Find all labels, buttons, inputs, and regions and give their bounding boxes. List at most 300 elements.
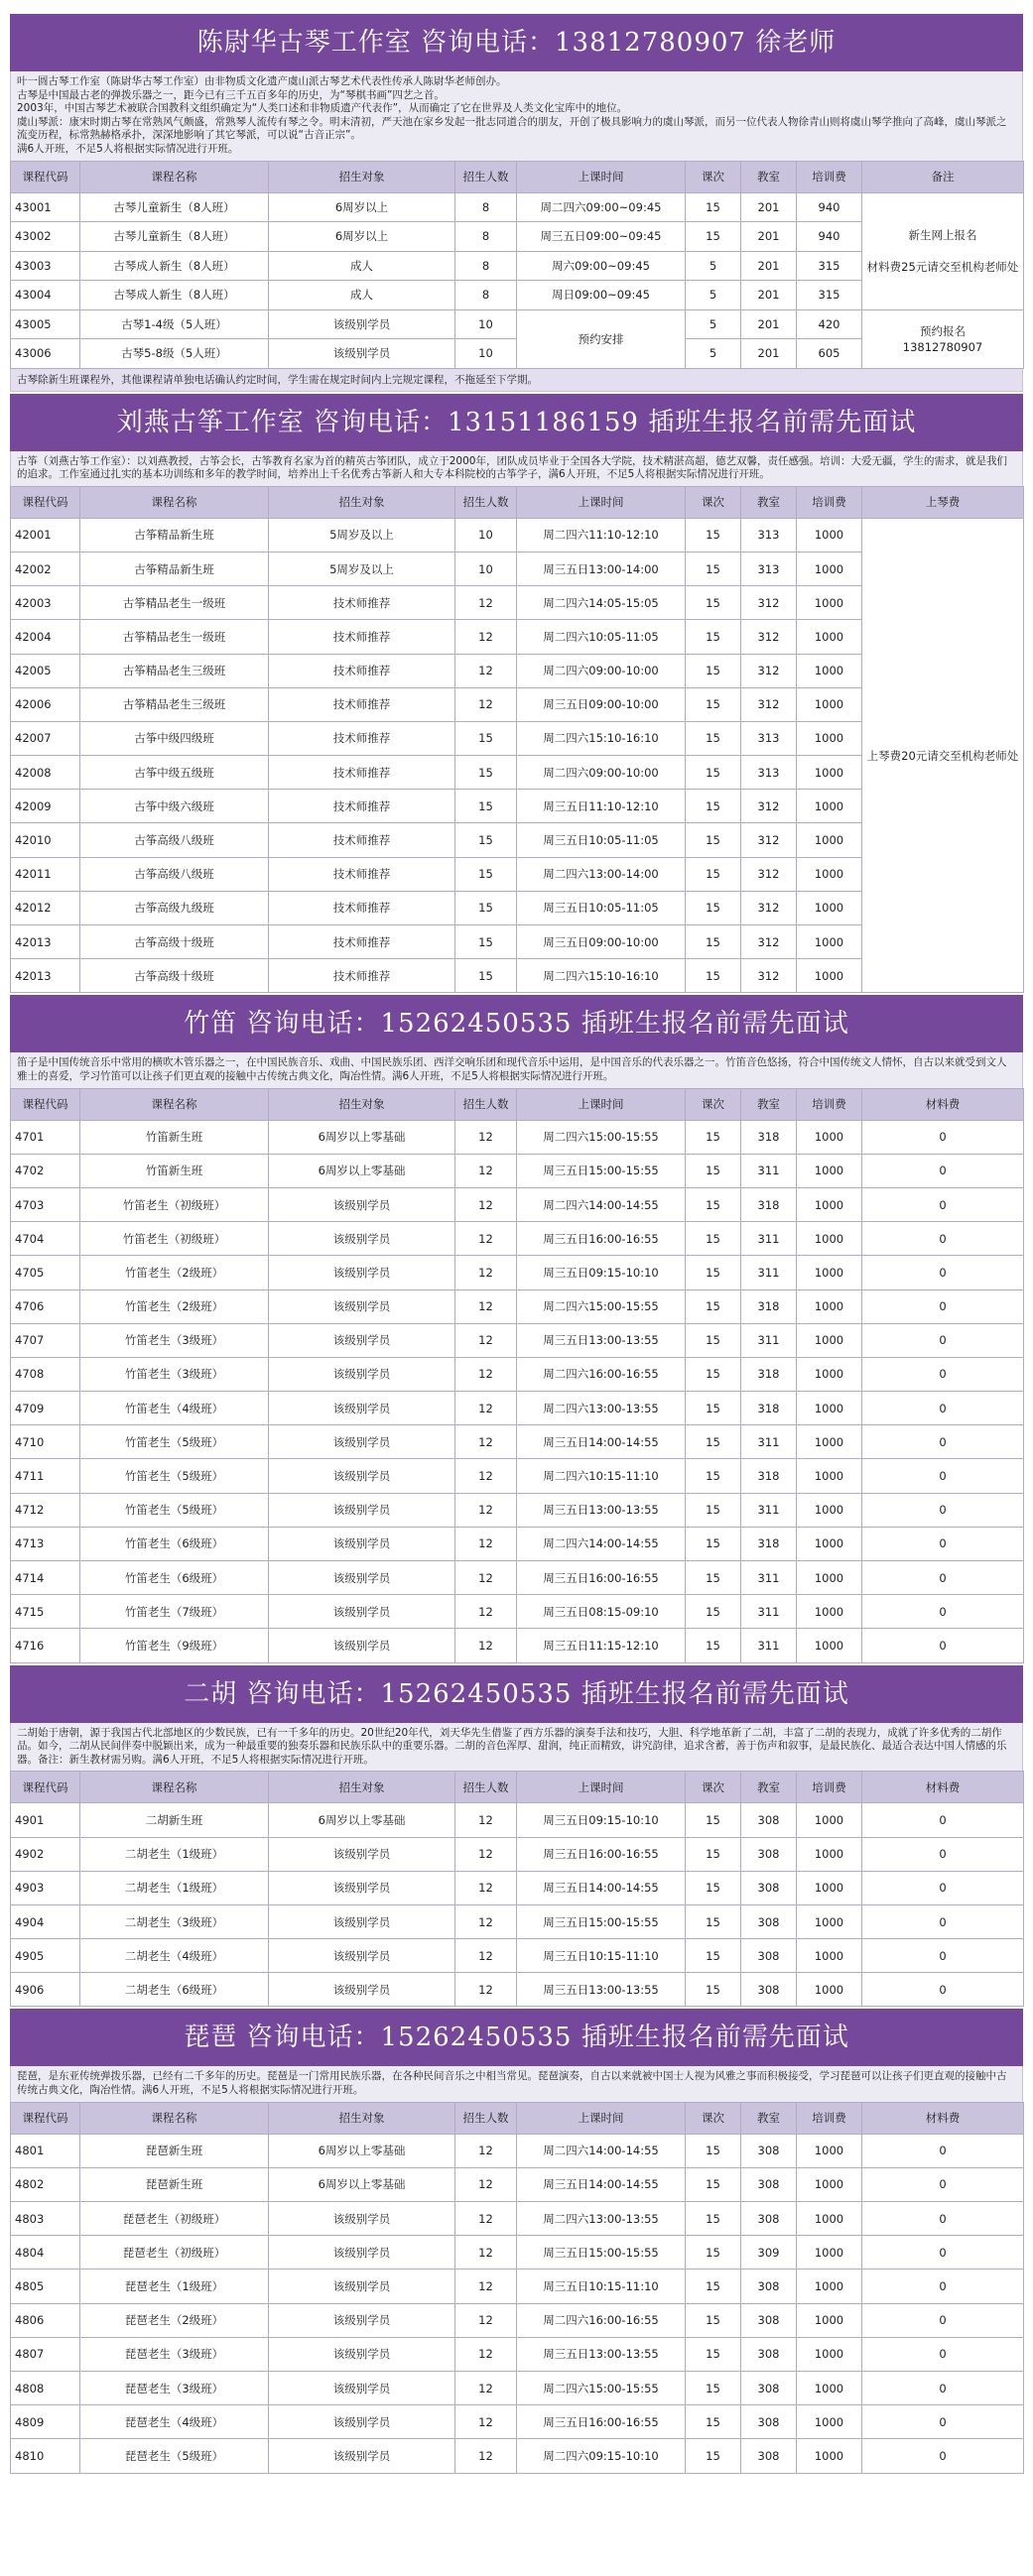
table-row bbox=[11, 1154, 1024, 1187]
cell-fee: 1000 bbox=[797, 1939, 862, 1973]
cell-target: 技术师推荐 bbox=[269, 959, 455, 993]
cell-sessions: 15 bbox=[686, 552, 741, 585]
cell-code: 4901 bbox=[11, 1803, 80, 1837]
cell-code: 4902 bbox=[11, 1837, 80, 1871]
cell-capacity: 12 bbox=[455, 2269, 517, 2303]
cell-material: 0 bbox=[862, 1120, 1024, 1154]
cell-sessions: 15 bbox=[686, 1323, 741, 1357]
column-header: 课程名称 bbox=[80, 486, 269, 518]
cell-target: 成人 bbox=[269, 251, 455, 281]
cell-capacity: 12 bbox=[455, 1837, 517, 1871]
column-header: 课次 bbox=[686, 486, 741, 518]
cell-target: 成人 bbox=[269, 281, 455, 310]
column-header-extra: 备注 bbox=[862, 161, 1024, 192]
cell-capacity: 12 bbox=[455, 1871, 517, 1904]
cell-name: 古筝精品新生班 bbox=[80, 552, 269, 585]
cell-room: 201 bbox=[741, 251, 797, 281]
description-line: 满6人开班，不足5人将根据实际情况进行开班。 bbox=[17, 142, 239, 155]
cell-material: 0 bbox=[862, 1904, 1024, 1938]
cell-time: 周三五日09:15-10:10 bbox=[517, 1256, 686, 1289]
cell-room: 311 bbox=[741, 1561, 797, 1595]
cell-capacity: 12 bbox=[455, 1392, 517, 1425]
cell-sessions: 15 bbox=[686, 1493, 741, 1527]
cell-fee: 1000 bbox=[797, 2134, 862, 2167]
cell-material: 0 bbox=[862, 1256, 1024, 1289]
cell-capacity: 15 bbox=[455, 891, 517, 924]
table-row bbox=[11, 2439, 1024, 2473]
cell-room: 312 bbox=[741, 654, 797, 687]
cell-capacity: 15 bbox=[455, 925, 517, 959]
column-header: 招生人数 bbox=[455, 161, 517, 192]
cell-target: 该级别学员 bbox=[269, 2371, 455, 2404]
cell-code: 4704 bbox=[11, 1222, 80, 1256]
cell-code: 42002 bbox=[11, 552, 80, 585]
cell-code: 4906 bbox=[11, 1973, 80, 2007]
cell-target: 技术师推荐 bbox=[269, 654, 455, 687]
cell-target: 该级别学员 bbox=[269, 1459, 455, 1493]
cell-time: 周二四六13:00-13:55 bbox=[517, 1392, 686, 1425]
cell-capacity: 12 bbox=[455, 1120, 517, 1154]
cell-capacity: 12 bbox=[455, 2134, 517, 2167]
cell-target: 6周岁以上 bbox=[269, 222, 455, 252]
table-row bbox=[11, 1425, 1024, 1459]
table-row bbox=[11, 1187, 1024, 1221]
cell-capacity: 12 bbox=[455, 1187, 517, 1221]
table-row bbox=[11, 2303, 1024, 2337]
table-row bbox=[11, 1803, 1024, 1837]
note-text: 上琴费20元请交至机构老师处 bbox=[866, 748, 1019, 763]
cell-name: 竹笛老生（6级班） bbox=[80, 1527, 269, 1560]
cell-room: 311 bbox=[741, 1323, 797, 1357]
cell-sessions: 15 bbox=[686, 1803, 741, 1837]
cell-time: 周三五日15:00-15:55 bbox=[517, 1904, 686, 1938]
description-line: 古筝（刘燕古筝工作室）：以刘燕教授，古筝会长，古筝教育名家为首的精英古筝团队，成立于2000年，团队成员毕业于全国各大学院，技术精湛高超，德艺双馨，责任感强。培训：大爱无疆，学生的需求，就是我们的追求。工作室通过扎实的基本功训练和多年的教学时间，培养出上千名优秀古筝新人和大专本科院校的古筝学子，满6人开班，不足5人将根据实际情况进行开班。 bbox=[17, 454, 1007, 481]
cell-material: 0 bbox=[862, 1459, 1024, 1493]
cell-name: 二胡老生（1级班） bbox=[80, 1871, 269, 1904]
column-header: 课程名称 bbox=[80, 1088, 269, 1120]
cell-capacity: 10 bbox=[455, 339, 517, 369]
cell-time: 周三五日08:15-09:10 bbox=[517, 1595, 686, 1629]
cell-capacity: 8 bbox=[455, 222, 517, 252]
cell-room: 313 bbox=[741, 518, 797, 552]
cell-name: 琵琶老生（初级班） bbox=[80, 2202, 269, 2236]
column-header: 教室 bbox=[741, 1772, 797, 1803]
cell-name: 古琴5-8级（5人班） bbox=[80, 339, 269, 369]
cell-room: 308 bbox=[741, 2371, 797, 2404]
cell-room: 308 bbox=[741, 1973, 797, 2007]
cell-fee: 1000 bbox=[797, 1120, 862, 1154]
table-row bbox=[11, 2202, 1024, 2236]
cell-name: 琵琶老生（4级班） bbox=[80, 2405, 269, 2439]
cell-fee: 1000 bbox=[797, 1323, 862, 1357]
cell-code: 42007 bbox=[11, 721, 80, 755]
cell-name: 二胡老生（4级班） bbox=[80, 1939, 269, 1973]
cell-name: 竹笛老生（5级班） bbox=[80, 1493, 269, 1527]
cell-room: 313 bbox=[741, 756, 797, 790]
cell-code: 42012 bbox=[11, 891, 80, 924]
cell-room: 311 bbox=[741, 1493, 797, 1527]
cell-fee: 1000 bbox=[797, 959, 862, 993]
cell-target: 该级别学员 bbox=[269, 1595, 455, 1629]
description-line: 二胡始于唐朝，源于我国古代北部地区的少数民族，已有一千多年的历史。20世纪20年代，刘天华先生借鉴了西方乐器的演奏手法和技巧，大胆、科学地革新了二胡，丰富了二胡的表现力，成就了许多优秀的二胡作品。如今，二胡从民间伴奏中脱颖出来，成为一种最重要的独奏乐器和民族乐队中的重要乐器。二胡的音色浑厚、甜润，纯正而精致，讲究韵律，追求含蓄，善于伤声和叙事，是最民族化、最适合表达中国人情感的乐器。备注：新生教材需另购。满6人开班，不足5人将根据实际情况进行开班。 bbox=[17, 1726, 1007, 1766]
cell-material: 0 bbox=[862, 1323, 1024, 1357]
cell-fee: 1000 bbox=[797, 1871, 862, 1904]
cell-sessions: 15 bbox=[686, 1595, 741, 1629]
cell-time: 周六09:00~09:45 bbox=[517, 251, 686, 281]
cell-sessions: 15 bbox=[686, 1871, 741, 1904]
cell-material: 0 bbox=[862, 2371, 1024, 2404]
cell-time: 周三五日16:00-16:55 bbox=[517, 1837, 686, 1871]
cell-time: 周二四六14:00-14:55 bbox=[517, 1527, 686, 1560]
cell-time: 周三五日09:00-10:00 bbox=[517, 687, 686, 721]
cell-target: 该级别学员 bbox=[269, 2202, 455, 2236]
cell-capacity: 12 bbox=[455, 1289, 517, 1323]
cell-sessions: 15 bbox=[686, 1392, 741, 1425]
cell-target: 该级别学员 bbox=[269, 1837, 455, 1871]
cell-capacity: 12 bbox=[455, 1629, 517, 1662]
cell-room: 318 bbox=[741, 1392, 797, 1425]
cell-room: 308 bbox=[741, 1803, 797, 1837]
cell-sessions: 5 bbox=[686, 309, 741, 339]
cell-fee: 1000 bbox=[797, 1392, 862, 1425]
cell-name: 古筝高级十级班 bbox=[80, 959, 269, 993]
column-header: 课次 bbox=[686, 1772, 741, 1803]
cell-capacity: 12 bbox=[455, 1527, 517, 1560]
cell-fee: 315 bbox=[797, 251, 862, 281]
cell-code: 42011 bbox=[11, 857, 80, 891]
cell-fee: 1000 bbox=[797, 1493, 862, 1527]
cell-fee: 1000 bbox=[797, 1561, 862, 1595]
column-header: 招生人数 bbox=[455, 1088, 517, 1120]
cell-room: 308 bbox=[741, 2303, 797, 2337]
cell-name: 竹笛老生（2级班） bbox=[80, 1289, 269, 1323]
cell-sessions: 15 bbox=[686, 1837, 741, 1871]
cell-fee: 1000 bbox=[797, 2303, 862, 2337]
section-description bbox=[10, 451, 1023, 486]
cell-capacity: 12 bbox=[455, 586, 517, 620]
cell-target: 该级别学员 bbox=[269, 1629, 455, 1662]
cell-time: 周二四六09:00-10:00 bbox=[517, 756, 686, 790]
cell-code: 4809 bbox=[11, 2405, 80, 2439]
cell-code: 4706 bbox=[11, 1289, 80, 1323]
cell-name: 竹笛老生（3级班） bbox=[80, 1323, 269, 1357]
header-row bbox=[11, 1772, 1024, 1803]
cell-target: 该级别学员 bbox=[269, 309, 455, 339]
cell-capacity: 12 bbox=[455, 654, 517, 687]
column-header: 课次 bbox=[686, 2102, 741, 2134]
column-header: 招生对象 bbox=[269, 2102, 455, 2134]
cell-capacity: 8 bbox=[455, 281, 517, 310]
table-row bbox=[11, 2134, 1024, 2167]
column-header: 课程代码 bbox=[11, 1772, 80, 1803]
cell-capacity: 12 bbox=[455, 1803, 517, 1837]
cell-capacity: 10 bbox=[455, 309, 517, 339]
cell-room: 313 bbox=[741, 721, 797, 755]
column-header: 培训费 bbox=[797, 1088, 862, 1120]
description-line: 琵琶，是东亚传统弹拨乐器，已经有二千多年的历史。琵琶是一门常用民族乐器，在各种民间音乐之中相当常见。琵琶演奏，自古以来就被中国士人视为风雅之事而积极接受，学习琵琶可以让孩子们更直观的接触中古传统古典文化，陶冶性情。满6人开班，不足5人将根据实际情况进行开班。 bbox=[17, 2070, 1007, 2097]
cell-capacity: 12 bbox=[455, 1256, 517, 1289]
cell-sessions: 15 bbox=[686, 2337, 741, 2371]
table-row bbox=[11, 309, 1024, 339]
cell-code: 4710 bbox=[11, 1425, 80, 1459]
cell-room: 312 bbox=[741, 857, 797, 891]
cell-name: 琵琶老生（初级班） bbox=[80, 2236, 269, 2269]
table-row bbox=[11, 2236, 1024, 2269]
cell-target: 技术师推荐 bbox=[269, 586, 455, 620]
cell-target: 该级别学员 bbox=[269, 1392, 455, 1425]
cell-code: 4808 bbox=[11, 2371, 80, 2404]
cell-target: 该级别学员 bbox=[269, 1493, 455, 1527]
cell-target: 5周岁及以上 bbox=[269, 518, 455, 552]
cell-fee: 1000 bbox=[797, 925, 862, 959]
header-row bbox=[11, 486, 1024, 518]
cell-sessions: 15 bbox=[686, 2202, 741, 2236]
cell-material: 0 bbox=[862, 2303, 1024, 2337]
cell-fee: 1000 bbox=[797, 2167, 862, 2201]
cell-name: 琵琶老生（1级班） bbox=[80, 2269, 269, 2303]
cell-fee: 1000 bbox=[797, 823, 862, 857]
cell-fee: 315 bbox=[797, 281, 862, 310]
table-row bbox=[11, 518, 1024, 552]
cell-time: 周三五日16:00-16:55 bbox=[517, 1222, 686, 1256]
cell-code: 42004 bbox=[11, 620, 80, 654]
cell-room: 308 bbox=[741, 2167, 797, 2201]
cell-target: 该级别学员 bbox=[269, 339, 455, 369]
cell-sessions: 15 bbox=[686, 586, 741, 620]
cell-material: 0 bbox=[862, 1561, 1024, 1595]
cell-capacity: 15 bbox=[455, 756, 517, 790]
cell-room: 308 bbox=[741, 2405, 797, 2439]
cell-room: 311 bbox=[741, 1154, 797, 1187]
cell-time: 周三五日13:00-13:55 bbox=[517, 1323, 686, 1357]
cell-material: 0 bbox=[862, 1289, 1024, 1323]
cell-material: 0 bbox=[862, 2134, 1024, 2167]
cell-code: 42010 bbox=[11, 823, 80, 857]
cell-room: 311 bbox=[741, 1629, 797, 1662]
cell-sessions: 15 bbox=[686, 2269, 741, 2303]
section-dizi bbox=[10, 995, 1023, 1662]
cell-fee: 1000 bbox=[797, 620, 862, 654]
cell-code: 4705 bbox=[11, 1256, 80, 1289]
column-header: 课程名称 bbox=[80, 1772, 269, 1803]
cell-material: 0 bbox=[862, 1425, 1024, 1459]
cell-time: 周二四六15:00-15:55 bbox=[517, 2371, 686, 2404]
cell-time: 周二四六13:00-14:00 bbox=[517, 857, 686, 891]
cell-room: 318 bbox=[741, 1357, 797, 1391]
cell-target: 该级别学员 bbox=[269, 1939, 455, 1973]
column-header: 上课时间 bbox=[517, 161, 686, 192]
description-line: 古琴是中国最古老的弹拨乐器之一，距今已有三千五百多年的历史，为“琴棋书画”四艺之首。 bbox=[17, 88, 445, 101]
cell-capacity: 12 bbox=[455, 2337, 517, 2371]
cell-time: 周三五日16:00-16:55 bbox=[517, 2405, 686, 2439]
cell-time: 周二四六14:00-14:55 bbox=[517, 1187, 686, 1221]
cell-sessions: 15 bbox=[686, 1120, 741, 1154]
cell-material: 0 bbox=[862, 1222, 1024, 1256]
cell-capacity: 15 bbox=[455, 823, 517, 857]
cell-room: 312 bbox=[741, 823, 797, 857]
description-line: 笛子是中国传统音乐中常用的横吹木管乐器之一，在中国民族音乐、戏曲、中国民族乐团、西洋交响乐团和现代音乐中运用，是中国音乐的代表乐器之一。竹笛音色悠扬，符合中国传统文人情怀，自古以来就受到文人雅士的喜爱，学习竹笛可以让孩子们更直观的接触中古传统古典文化，陶冶性情。满6人开班，不足5人将根据实际情况进行开班。 bbox=[17, 1056, 1007, 1082]
cell-code: 4905 bbox=[11, 1939, 80, 1973]
cell-name: 二胡老生（6级班） bbox=[80, 1973, 269, 2007]
section-pipa bbox=[10, 2009, 1023, 2473]
cell-fee: 1000 bbox=[797, 1289, 862, 1323]
cell-room: 318 bbox=[741, 1289, 797, 1323]
table-row bbox=[11, 1939, 1024, 1973]
cell-room: 201 bbox=[741, 309, 797, 339]
column-header: 教室 bbox=[741, 2102, 797, 2134]
cell-code: 4716 bbox=[11, 1629, 80, 1662]
table-row bbox=[11, 1904, 1024, 1938]
cell-material: 0 bbox=[862, 1154, 1024, 1187]
cell-room: 308 bbox=[741, 2134, 797, 2167]
cell-name: 二胡新生班 bbox=[80, 1803, 269, 1837]
table-row bbox=[11, 1323, 1024, 1357]
cell-target: 该级别学员 bbox=[269, 2439, 455, 2473]
table-row bbox=[11, 1595, 1024, 1629]
cell-material: 0 bbox=[862, 1803, 1024, 1837]
cell-sessions: 15 bbox=[686, 620, 741, 654]
column-header: 教室 bbox=[741, 486, 797, 518]
cell-name: 竹笛老生（5级班） bbox=[80, 1425, 269, 1459]
cell-room: 308 bbox=[741, 2202, 797, 2236]
cell-room: 311 bbox=[741, 1595, 797, 1629]
cell-room: 312 bbox=[741, 925, 797, 959]
cell-room: 308 bbox=[741, 1871, 797, 1904]
cell-time: 周二四六10:05-11:05 bbox=[517, 620, 686, 654]
cell-fee: 1000 bbox=[797, 1357, 862, 1391]
column-header: 课程代码 bbox=[11, 1088, 80, 1120]
course-table bbox=[10, 486, 1024, 994]
cell-name: 竹笛老生（初级班） bbox=[80, 1187, 269, 1221]
cell-room: 318 bbox=[741, 1527, 797, 1560]
table-row bbox=[11, 2337, 1024, 2371]
cell-sessions: 15 bbox=[686, 1289, 741, 1323]
cell-capacity: 12 bbox=[455, 1459, 517, 1493]
cell-code: 42009 bbox=[11, 790, 80, 823]
cell-target: 技术师推荐 bbox=[269, 925, 455, 959]
column-header-extra: 材料费 bbox=[862, 1772, 1024, 1803]
cell-fee: 1000 bbox=[797, 756, 862, 790]
table-row bbox=[11, 1392, 1024, 1425]
cell-fee: 1000 bbox=[797, 2269, 862, 2303]
cell-capacity: 12 bbox=[455, 2371, 517, 2404]
section-description bbox=[10, 2066, 1023, 2101]
cell-target: 该级别学员 bbox=[269, 1561, 455, 1595]
cell-capacity: 10 bbox=[455, 518, 517, 552]
cell-capacity: 12 bbox=[455, 2236, 517, 2269]
cell-target: 该级别学员 bbox=[269, 1527, 455, 1560]
cell-fee: 1000 bbox=[797, 1973, 862, 2007]
cell-time: 周三五日14:00-14:55 bbox=[517, 2167, 686, 2201]
cell-name: 竹笛老生（5级班） bbox=[80, 1459, 269, 1493]
cell-fee: 1000 bbox=[797, 1154, 862, 1187]
cell-sessions: 15 bbox=[686, 1256, 741, 1289]
cell-note bbox=[862, 518, 1024, 993]
cell-capacity: 12 bbox=[455, 2439, 517, 2473]
section-description bbox=[10, 1723, 1023, 1772]
cell-fee: 1000 bbox=[797, 1187, 862, 1221]
section-footnote: 古琴除新生班课程外，其他课程请单独电话确认约定时间，学生需在规定时间内上完规定课程，不拖延至下学期。 bbox=[10, 369, 1023, 392]
section-guzheng bbox=[10, 394, 1023, 994]
cell-fee: 1000 bbox=[797, 1425, 862, 1459]
column-header-extra: 上琴费 bbox=[862, 486, 1024, 518]
cell-fee: 1000 bbox=[797, 790, 862, 823]
cell-fee: 1000 bbox=[797, 586, 862, 620]
cell-material: 0 bbox=[862, 1837, 1024, 1871]
cell-material: 0 bbox=[862, 2236, 1024, 2269]
cell-fee: 1000 bbox=[797, 1803, 862, 1837]
table-row bbox=[11, 1459, 1024, 1493]
cell-capacity: 12 bbox=[455, 1222, 517, 1256]
cell-material: 0 bbox=[862, 1527, 1024, 1560]
cell-name: 古筝高级八级班 bbox=[80, 823, 269, 857]
column-header: 教室 bbox=[741, 161, 797, 192]
cell-fee: 1000 bbox=[797, 2405, 862, 2439]
cell-code: 4801 bbox=[11, 2134, 80, 2167]
cell-sessions: 15 bbox=[686, 687, 741, 721]
header-row bbox=[11, 1088, 1024, 1120]
cell-target: 该级别学员 bbox=[269, 2236, 455, 2269]
cell-name: 二胡老生（3级班） bbox=[80, 1904, 269, 1938]
cell-sessions: 15 bbox=[686, 2167, 741, 2201]
cell-fee: 940 bbox=[797, 222, 862, 252]
cell-room: 308 bbox=[741, 2337, 797, 2371]
cell-code: 43001 bbox=[11, 192, 80, 222]
cell-sessions: 15 bbox=[686, 654, 741, 687]
cell-name: 竹笛老生（7级班） bbox=[80, 1595, 269, 1629]
cell-sessions: 15 bbox=[686, 959, 741, 993]
cell-fee: 1000 bbox=[797, 721, 862, 755]
cell-capacity: 12 bbox=[455, 1561, 517, 1595]
cell-time: 周二四六11:10-12:10 bbox=[517, 518, 686, 552]
cell-time: 周三五日16:00-16:55 bbox=[517, 1561, 686, 1595]
cell-name: 竹笛老生（3级班） bbox=[80, 1357, 269, 1391]
cell-name: 竹笛老生（2级班） bbox=[80, 1256, 269, 1289]
cell-sessions: 15 bbox=[686, 1939, 741, 1973]
cell-room: 318 bbox=[741, 1187, 797, 1221]
header-row bbox=[11, 161, 1024, 192]
cell-capacity: 12 bbox=[455, 1904, 517, 1938]
cell-time: 周三五日09:15-10:10 bbox=[517, 1803, 686, 1837]
cell-fee: 1000 bbox=[797, 1527, 862, 1560]
column-header: 招生对象 bbox=[269, 1088, 455, 1120]
column-header: 课程代码 bbox=[11, 2102, 80, 2134]
cell-material: 0 bbox=[862, 1871, 1024, 1904]
cell-code: 42005 bbox=[11, 654, 80, 687]
cell-target: 技术师推荐 bbox=[269, 721, 455, 755]
table-row bbox=[11, 2167, 1024, 2201]
cell-name: 琵琶老生（3级班） bbox=[80, 2371, 269, 2404]
cell-target: 该级别学员 bbox=[269, 1425, 455, 1459]
cell-name: 古琴成人新生（8人班） bbox=[80, 281, 269, 310]
cell-time: 周三五日13:00-14:00 bbox=[517, 552, 686, 585]
cell-time: 周三五日15:00-15:55 bbox=[517, 1154, 686, 1187]
cell-material: 0 bbox=[862, 1973, 1024, 2007]
cell-code: 4803 bbox=[11, 2202, 80, 2236]
cell-time: 周三五日09:00~09:45 bbox=[517, 222, 686, 252]
cell-fee: 1000 bbox=[797, 2439, 862, 2473]
cell-sessions: 15 bbox=[686, 1973, 741, 2007]
cell-code: 4708 bbox=[11, 1357, 80, 1391]
cell-name: 古筝精品老生三级班 bbox=[80, 687, 269, 721]
section-description bbox=[10, 71, 1023, 161]
table-row bbox=[11, 1357, 1024, 1391]
cell-time: 预约安排 bbox=[517, 309, 686, 368]
cell-fee: 1000 bbox=[797, 687, 862, 721]
cell-name: 古琴1-4级（5人班） bbox=[80, 309, 269, 339]
cell-room: 312 bbox=[741, 959, 797, 993]
cell-target: 该级别学员 bbox=[269, 1222, 455, 1256]
